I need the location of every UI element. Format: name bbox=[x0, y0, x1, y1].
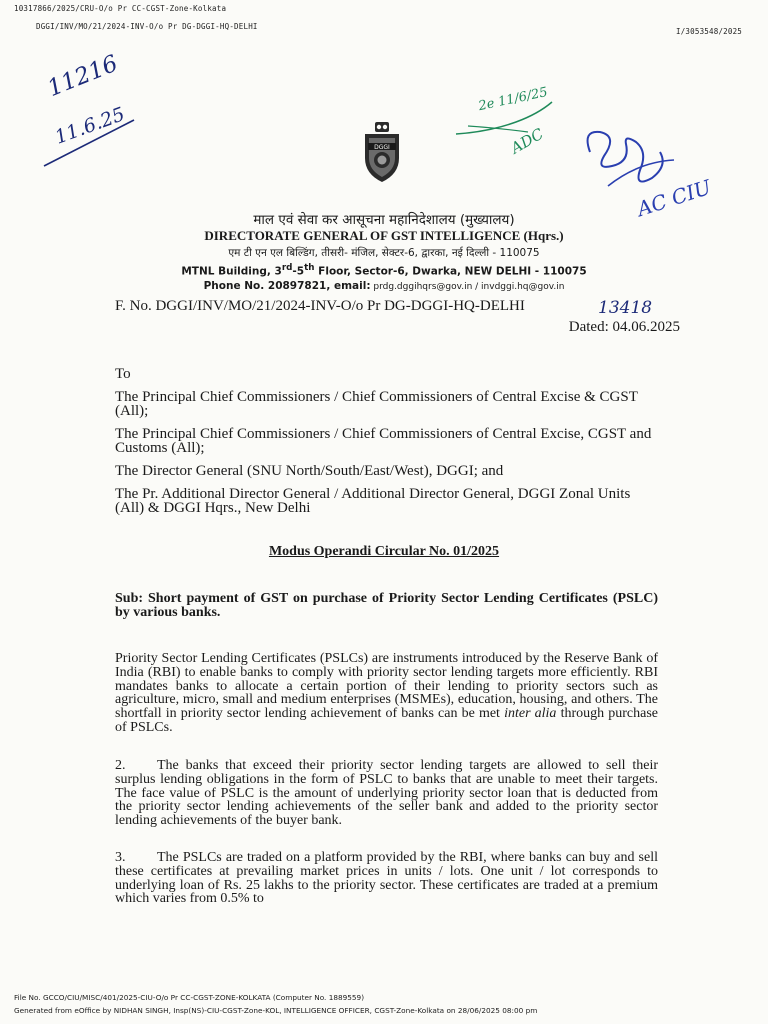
to-label: To bbox=[115, 366, 131, 382]
address-sup: rd bbox=[281, 263, 293, 273]
hindi-address: एम टी एन एल बिल्डिंग, तीसरी- मंजिल, सेक्टर-6, द्वारका, नई दिल्ली - 110075 bbox=[228, 247, 540, 259]
paragraph-3 bbox=[115, 851, 658, 906]
address-part: MTNL Building, 3 bbox=[181, 265, 282, 278]
paragraph-text: through purchase of PSLCs. bbox=[115, 706, 658, 735]
handwritten-date: 11.6.25 bbox=[52, 103, 128, 149]
green-initials: ADC bbox=[507, 124, 547, 158]
green-arrow-stroke-icon bbox=[448, 92, 568, 172]
paragraph-italic: inter alia bbox=[504, 706, 557, 722]
contact-line bbox=[0, 280, 768, 292]
paragraph-text: The PSLCs are traded on a platform provided by the RBI, where banks can buy and sell these certificates at prevailing market prices in units / lots. One unit / lot corresponds to underlying loan of Rs. 25 lakhs to the priority sector. These certificates are traded at a premium which varies from 0.5% to bbox=[115, 850, 658, 907]
eoffice-stamp-line-1: 10317866/2025/CRU-O/o Pr CC-CGST-Zone-Kolkata bbox=[14, 4, 227, 13]
paragraph-text: The banks that exceed their priority sector lending targets are allowed to sell their surplus lending obligations in the form of PSLC to banks that are unable to meet their targets. The face value of PSLC is the amount of underlying priority sector loan that is deducted from the priority sector lending achievements of the seller bank and added to the priority sector lending achievements of the buyer bank. bbox=[115, 758, 658, 829]
addressee-item: The Pr. Additional Director General / Additional Director General, DGGI Zonal Units (All) & DGGI Hqrs., New Delhi bbox=[115, 486, 631, 516]
handwritten-file-number: 13418 bbox=[598, 298, 653, 318]
green-note-text: 2e 11/6/25 bbox=[477, 84, 550, 115]
subject-line: Sub: Short payment of GST on purchase of Priority Sector Lending Certificates (PSLC) by various banks. bbox=[115, 591, 658, 620]
address-part: -5 bbox=[292, 265, 305, 278]
handwritten-diary-note bbox=[38, 50, 138, 170]
hindi-title: माल एवं सेवा कर आसूचना महानिदेशालय (मुख्यालय) bbox=[253, 212, 515, 228]
footer-generated-line: Generated from eOffice by NIDHAN SINGH, Insp(NS)-CIU-CGST-Zone-KOL, INTELLIGENCE OFFICER, CGST-Zone-Kolkata on 28/06/2025 08:00 pm bbox=[14, 1006, 538, 1015]
email-label: email: bbox=[333, 280, 371, 292]
paragraph-1 bbox=[115, 652, 658, 735]
emblem-label: DGGI bbox=[374, 144, 390, 151]
paragraph-2 bbox=[115, 759, 658, 828]
address-part: Floor, Sector-6, Dwarka, NEW DELHI - 110075 bbox=[314, 265, 587, 278]
paragraph-number: 2. bbox=[115, 758, 126, 773]
file-number: F. No. DGGI/INV/MO/21/2024-INV-O/o Pr DG-DGGI-HQ-DELHI bbox=[115, 298, 525, 314]
underline-stroke-icon bbox=[38, 60, 138, 170]
date-line: Dated: 04.06.2025 bbox=[568, 319, 680, 335]
paragraph-number: 3. bbox=[115, 850, 126, 865]
address-line bbox=[0, 263, 768, 278]
handwritten-number: 11216 bbox=[44, 50, 122, 103]
address-sup: th bbox=[304, 263, 315, 273]
addressee-item: The Director General (SNU North/South/East/West), DGGI; and bbox=[115, 463, 504, 479]
circular-title: Modus Operandi Circular No. 01/2025 bbox=[268, 544, 500, 559]
footer-file-line: File No. GCCO/CIU/MISC/401/2025-CIU-O/o Pr CC-CGST-ZONE-KOLKATA (Computer No. 1889559) bbox=[14, 993, 365, 1002]
addressee-item: The Principal Chief Commissioners / Chief Commissioners of Central Excise & CGST (All); bbox=[115, 389, 638, 419]
phone-value: 20897821, bbox=[264, 280, 334, 292]
email-value: prdg.dggihqrs@gov.in / invdggi.hq@gov.in bbox=[370, 282, 565, 292]
eoffice-stamp-right: I/3053548/2025 bbox=[676, 27, 743, 36]
blue-note-text: AC CIU bbox=[634, 174, 715, 222]
addressee-item: The Principal Chief Commissioners / Chief Commissioners of Central Excise, CGST and Customs (All); bbox=[115, 426, 652, 456]
english-title: DIRECTORATE GENERAL OF GST INTELLIGENCE (Hqrs.) bbox=[204, 228, 564, 243]
eoffice-stamp-line-2: DGGI/INV/MO/21/2024-INV-O/o Pr DG-DGGI-HQ-DELHI bbox=[36, 22, 258, 31]
paragraph-text: Priority Sector Lending Certificates (PSLCs) are instruments introduced by the Reserve Bank of India (RBI) to enable banks to comply with priority sector lending targets more efficiently. RBI mandates banks to allocate a certain portion of their lending to priority sectors such as agriculture, micro, small and medium enterprises (MSMEs), education, housing, and others. The shortfall in priority sector lending achievement of banks can be met bbox=[115, 651, 658, 722]
handwritten-green-note bbox=[448, 84, 568, 172]
phone-label: Phone No. bbox=[203, 280, 265, 292]
dggi-emblem-icon bbox=[355, 118, 409, 188]
